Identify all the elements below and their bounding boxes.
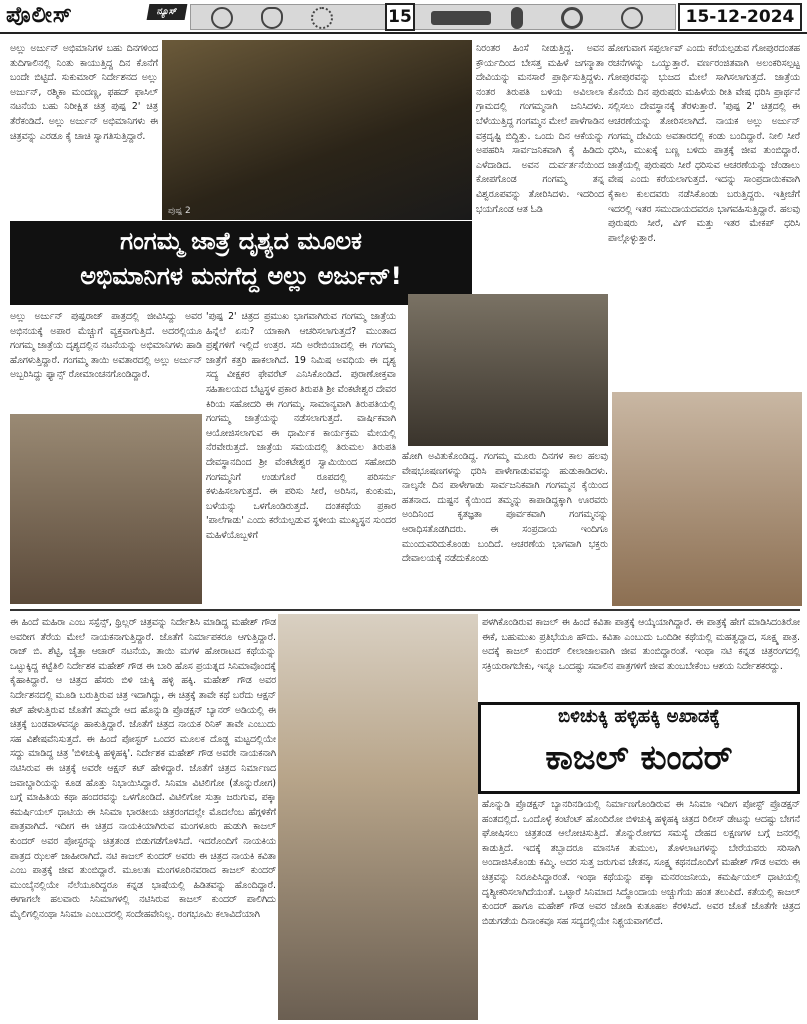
story1-col4: ಹೋಗುವಾಗ ಸಪ್ಪರ್ಲಾವ್ ಎಂದು ಕರೆಯಲ್ಪಡುವ ಗೋಪುರದಂತಹ ರಚನೆಗಳನ್ನು ಒಯ್ಯುತ್ತಾರೆ. ವರ್ಣರಂಜಿತವಾಗಿ ಅಲಂಕರಿಸಲ್ಪಟ್ಟ ಗೋಪುರವನ್ನು ಭುಜದ ಮೇಲೆ ಸಾಗಿಸಲಾಗುತ್ತದೆ. ಜಾತ್ರೆಯ ಕೊನೆಯ ದಿನ ಪುರುಷರು ಮಹಿಳೆಯ ರೀತಿ ವೇಷ ಧರಿಸಿ ಪ್ರಾರ್ಥನೆ ಸಲ್ಲಿಸಲು ದೇವಸ್ಥಾನಕ್ಕೆ ತೆರಳುತ್ತಾರೆ. 'ಪುಷ್ಪ 2' ಚಿತ್ರದಲ್ಲಿ ಈ ಆಚರಣೆಯನ್ನು ತೋರಿಸಲಾಗಿದೆ. ನಾಯಕ ಅಲ್ಲು ಅರ್ಜುನ್ ಗಂಗಮ್ಮ ದೇವಿಯ ಅವತಾರದಲ್ಲಿ ಕಂಡು ಬಂದಿದ್ದಾರೆ. ನೀಲಿ ಸೀರೆ ಧರಿಸಿ, ಮುಖಕ್ಕೆ ಬಣ್ಣ ಬಳಿದು ಪಾತ್ರಕ್ಕೆ ಜೀವ ತುಂಬಿದ್ದಾರೆ. ಜಾತ್ರೆಯಲ್ಲಿ ಪುರುಷರು ಸೀರೆ ಧರಿಸುವ ಆಚರಣೆಯನ್ನು ಜೆಂಡಾಲು ವೇಷ ಎಂದು ಕರೆಯಲಾಗುತ್ತದೆ. ಇದನ್ನು ಸಾಂಪ್ರದಾಯಿಕವಾಗಿ ಕೈಕಾಲ ಕುಲದವರು ನಡೆಸಿಕೊಂಡು ಬರುತ್ತಿದ್ದರು. ಇತ್ತೀಚೆಗೆ ಇದರಲ್ಲಿ ಇತರ ಸಮುದಾಯದವರೂ ಭಾಗವಹಿಸುತ್ತಿದ್ದಾರೆ. ಹಲವು ಪುರುಷರು ಸೀರೆ, ವಿಗ್ ಮತ್ತು ಇತರ ಮೇಕಪ್ ಧರಿಸಿ ಪಾಲ್ಗೊಳ್ಳುತ್ತಾರೆ. (608, 43, 800, 244)
page-number: 15 (385, 3, 415, 31)
story1-headline-line2: ಅಭಿಮಾನಿಗಳ ಮನಗೆದ್ದ ಅಲ್ಲು ಅರ್ಜುನ್! (80, 262, 402, 290)
handcuffs-icon (621, 7, 643, 29)
police-figure-icon (511, 7, 523, 29)
allu-arjun-rashmika-photo (10, 414, 202, 604)
story2-headline-line1: ಬಿಳಿಚುಕ್ಕಿ ಹಳ್ಳಿಹಕ್ಕಿ ಅಖಾಡಕ್ಕೆ (558, 706, 720, 727)
pistol-icon (431, 11, 491, 25)
gangamma-jathre-photo (408, 294, 608, 446)
story1-col3: ನಿರಂತರ ಹಿಂಸೆ ನೀಡುತ್ತಿದ್ದ. ಅವನ ಕ್ರೌರ್ಯದಿಂದ ಬೇಸತ್ತ ಮಹಿಳೆ ಜಗನ್ಮಾತಾ ದೇವಿಯನ್ನು ಮನಸಾರೆ ಪ್ರಾರ್ಥಿಸುತ್ತಿದ್ದಳು. ನಂತರ ತಿರುಪತಿ ಬಳಿಯ ಅವಿಲಾಲಾ ಗ್ರಾಮದಲ್ಲಿ ಗಂಗಮ್ಮನಾಗಿ ಜನಿಸಿದಳು. ಬೆಳೆಯುತ್ತಿದ್ದ ಗಂಗಮ್ಮನ ಮೇಲೆ ಪಾಳೆಗಾಡಿನ ವಕ್ರದೃಷ್ಟಿ ಬಿದ್ದಿತ್ತು. ಒಂದು ದಿನ ಆಕೆಯನ್ನು ಅಪಹರಿಸಿ ಸಾರ್ವಜನಿಕವಾಗಿ ಕೈ ಹಿಡಿದು ಎಳೆದಾಡಿದ. ಅವನ ದುರ್ವರ್ತನೆಯಿಂದ ಕೋಪಗೊಂಡ ಗಂಗಮ್ಮ ತನ್ನ ವಿಶ್ವರೂಪವನ್ನು ತೋರಿಸಿದಳು. ಇದರಿಂದ ಭಯಗೊಂಡ ಆತ ಓಡಿ (476, 43, 604, 215)
allu-arjun-throne-photo (162, 40, 472, 220)
masthead-icon-strip (190, 4, 676, 30)
story2-col2-bottom: ಹೊನ್ನುಡಿ ಪ್ರೊಡಕ್ಷನ್ ಬ್ಯಾನರಿನಡಿಯಲ್ಲಿ ನಿರ್ಮಾಣಗೊಂಡಿರುವ ಈ ಸಿನಿಮಾ ಇದೀಗ ಪೋಸ್ಟ್ ಪ್ರೊಡಕ್ಷನ್ ಹಂತದಲ್ಲಿದೆ. ಒಂದೊಳ್ಳೆ ಕಂಟೆಂಟ್ ಹೊಂದಿರೋ ಬಿಳಿಚುಕ್ಕಿ ಹಳ್ಳಿಹಕ್ಕಿ ಚಿತ್ರದ ರಿಲೀಸ್ ಡೇಟನ್ನು ಆದಷ್ಟು ಬೇಗನೆ ಘೋಷಿಸಲು ಚಿತ್ರತಂಡ ಆಲೋಚಿಸುತ್ತಿದೆ. ತೊನ್ನುರೋಗದ ಸಮಸ್ಯೆ ದೇಹದ ಲಕ್ಷಣಗಳ ಬಗ್ಗೆ ಜನರಲ್ಲಿ ಕಾಡುತ್ತಿದೆ. ಇದಕ್ಕೆ ತಬ್ಬಾದರೂ ಮಾನಸಿಕ ತುಮುಲ, ತೊಳಲಾಟಗಳನ್ನು ಬೇರೆಯವರು ಸರಿಸಾಗಿ ಅಂದಾಜಿಸಿಕೊಂಡು ಕಮ್ಮಿ. ಅದರ ಸುತ್ತ ಜರುಗುವ ಚೇತನ, ಸೂಕ್ಷ್ಮ ಕಥನದೊಂದಿಗೆ ಮಹೇಶ್ ಗೌಡ ಅವರು ಈ ಚಿತ್ರವನ್ನು ನಿರೂಪಿಸಿದ್ದಾರಂತೆ. ಇಂಥಾ ಕಥೆಯನ್ನು ಪಕ್ಕಾ ಮನರಂಜನೀಯ, ಕಮರ್ಷಿಯಲ್ ಧಾಟಿಯಲ್ಲಿ ದೃಶ್ಯೀಕರಿಸಲಾಗಿದೆಯಂತೆ. ಒಟ್ಟಾರೆ ಸಿನಿಮಾದ ಸಿದ್ಧೊಂದಾಯ ಅಚ್ಚುಗೆಯ ಹಂತ ತಲುಪಿದೆ. ಕತೆಯಲ್ಲಿ ಕಾಜಲ್ ಕುಂದರ್ ಹಾಗೂ ಮಹೇಶ್ ಗೌಡ ಅವರ ಜೋಡಿ ಕುತೂಹಲ ಕೆರಳಿಸಿದೆ. ಅವರ ಜೊತೆ ಜೊತೆಗೇ ಚಿತ್ರದ ಬಿಡುಗಡೆಯ ದಿನಾಂಕವೂ ಸಹ ಸದ್ಯದಲ್ಲಿಯೇ ನಿಶ್ಚಯವಾಗಲಿದೆ. (482, 799, 800, 927)
photo-caption: ಪುಷ್ಪ 2 (168, 206, 191, 216)
story1-col3-bottom: ಹೋಗಿ ಅವಿತುಕೊಂಡಿದ್ದ. ಗಂಗಮ್ಮ ಮೂರು ದಿನಗಳ ಕಾಲ ಹಲವು ವೇಷಭೂಷಣಗಳನ್ನು ಧರಿಸಿ ಪಾಳೇಗಾಡುವವನ್ನು ಹುಡುಕಾಡಿದಳು. ನಾಲ್ಕನೇ ದಿನ ಪಾಳೇಗಾಡು ಸಾರ್ವಜನಿಕವಾಗಿ ಗಂಗಮ್ಮನ ಕೈಯಿಂದ ಹತನಾದ. ದುಷ್ಟನ ಕೈಯಿಂದ ತಮ್ಮನ್ನು ಕಾಪಾಡಿದ್ದಕ್ಕಾಗಿ ಊರವರು ಅಂದಿನಿಂದ ಕೃತಜ್ಞತಾ ಪೂರ್ವಕವಾಗಿ ಗಂಗಮ್ಮನನ್ನು ಆರಾಧಿಸತೊಡಗಿದರು. ಈ ಸಂಪ್ರದಾಯ ಇಂದಿಗೂ ಮುಂದುವರಿದುಕೊಂಡು ಬಂದಿದೆ. ಆಚರಣೆಯ ಭಾಗವಾಗಿ ಭಕ್ತರು ದೇವಾಲಯಕ್ಕೆ ನಡೆದುಕೊಂಡು (402, 451, 608, 565)
footprint-icon (261, 7, 283, 29)
sreeleela-dance-photo (612, 392, 802, 606)
fingerprint-icon (311, 7, 333, 29)
kajal-kundar-photo (278, 614, 478, 1020)
magnifier-icon (211, 7, 233, 29)
story1-headline-line1: ಗಂಗಮ್ಮ ಜಾತ್ರೆ ದೃಶ್ಯದ ಮೂಲಕ (120, 227, 362, 255)
issue-date: 15-12-2024 (678, 3, 802, 31)
story1-col1-top: ಅಲ್ಲು ಅರ್ಜುನ್ ಅಭಿಮಾನಿಗಳ ಬಹು ದಿನಗಳಿಂದ ತುದಿಗಾಲಿನಲ್ಲಿ ನಿಂತು ಕಾಯುತ್ತಿದ್ದ ದಿನ ಕೊನೆಗೆ ಬಂದೇ ಬಿಟ್ಟಿದೆ. ಸುಕುಮಾರ್ ನಿರ್ದೇಶನದ ಅಲ್ಲು ಅರ್ಜುನ್, ರಶ್ಮಿಕಾ ಮಂದಣ್ಣ, ಫಹದ್ ಫಾಸಿಲ್ ನಟನೆಯ ಬಹು ನಿರೀಕ್ಷಿತ ಚಿತ್ರ ಪುಷ್ಪ 2' ಚಿತ್ರ ತೆರೆಕಂಡಿದೆ. ಅಲ್ಲು ಅರ್ಜುನ್ ಅಭಿಮಾನಿಗಳು ಈ ಚಿತ್ರವನ್ನು ಎರಡೂ ಕೈ ಚಾಚಿ ಸ್ವಾಗತಿಸುತ್ತಿದ್ದಾರೆ. (10, 43, 158, 142)
target-icon (561, 7, 583, 29)
story1-col1-bottom: ಅಲ್ಲು ಅರ್ಜುನ್ ಪುಷ್ಪರಾಜ್ ಪಾತ್ರದಲ್ಲಿ ಜೀವಿಸಿದ್ದು ಅವರ ಅಭಿನಯಕ್ಕೆ ಅಪಾರ ಮೆಚ್ಚುಗೆ ವ್ಯಕ್ತವಾಗುತ್ತಿದೆ. ಅದರಲ್ಲಿಯೂ ಗಂಗಮ್ಮ ಜಾತ್ರೆಯ ದೃಶ್ಯದಲ್ಲಿನ ನಟನೆಯನ್ನು ಅಭಿಮಾನಿಗಳು ಹಾಡಿ ಹೊಗಳುತ್ತಿದ್ದಾರೆ. ಗಂಗಮ್ಮ ತಾಯಿ ಅವತಾರದಲ್ಲಿ ಅಲ್ಲು ಅರ್ಜುನ್ ಅಬ್ಬರಿಸಿದ್ದು ಫ್ಯಾನ್ಸ್ ರೋಮಾಂಚನಗೊಂಡಿದ್ದಾರೆ. (10, 311, 202, 381)
story2-headline-line2: ಕಾಜಲ್ ಕುಂದರ್ (545, 738, 733, 778)
newspaper-brand: ಪೊಲೀಸ್ (6, 3, 73, 28)
story2-col2-top: ಪಳಗಿಕೊಂಡಿರುವ ಕಾಜಲ್ ಈ ಹಿಂದೆ ಕವಿತಾ ಪಾತ್ರಕ್ಕೆ ಆಯ್ಕೆಯಾಗಿದ್ದಾರೆ. ಈ ಪಾತ್ರಕ್ಕೆ ಹೇಗೆ ಮಾಡಿಸಿದಂತಿರೋ ಈಕೆ, ಬಹುಮುಖ ಪ್ರತಿಭೆಯೂ ಹೌದು. ಕವಿತಾ ಎಂಬುದು ಒಂದಿಡೀ ಕಥೆಯಲ್ಲಿ ಮಹತ್ವದ್ದಾದ, ಸೂಕ್ಷ್ಮ ಪಾತ್ರ. ಅದಕ್ಕೆ ಕಾಜಲ್ ಕುಂದರ್ ಲೀಲಾಜಾಲವಾಗಿ ಜೀವ ತುಂಬಿದ್ದಾರಂತೆ. ಇಂಥಾ ನಟಿ ಕನ್ನಡ ಚಿತ್ರರಂಗದಲ್ಲಿ ಸಕ್ರಿಯರಾಗಬೇಕು, ಇನ್ನೂ ಒಂದಷ್ಟು ಸವಾಲಿನ ಪಾತ್ರಗಳಿಗೆ ಜೀವ ತುಂಬಬೇಕೆಂಬ ಆಶಯ ನಿರ್ದೇಶಕರದ್ದು. (482, 617, 800, 672)
story2-col1: ಈ ಹಿಂದೆ ಮಹಿರಾ ಎಂಬ ಸಸ್ಪೆನ್ಸ್, ಥ್ರಿಲ್ಲರ್ ಚಿತ್ರವನ್ನು ನಿರ್ದೇಶಿಸಿ ಮಾಡಿದ್ದ ಮಹೇಶ್ ಗೌಡ ಅವರೀಗ ತೆರೆಯ ಮೇಲೆ ನಾಯಕನಾಗುತ್ತಿದ್ದಾರೆ. ಜೊತೆಗೆ ನಿರ್ಮಾಪಕರೂ ಆಗುತ್ತಿದ್ದಾರೆ. ರಾಜ್ ಬಿ. ಶೆಟ್ಟಿ, ಚೈತ್ರಾ ಆಚಾರ್ ನಟನೆಯ, ತಾಯಿ ಮಗಳ ಹೋರಾಟದ ಕಥೆಯನ್ನು ಒಟ್ಟುಕ್ಕಿದ್ದ ಕಟ್ಟೆತಿಲಿ ನಿರ್ದೇಶಕ ಮಹೇಶ್ ಗೌಡ ಈ ಬಾರಿ ಹೊಸ ಪ್ರಯತ್ನದ ಸಿನಿಮಾವೊಂದಕ್ಕೆ ಕೈಹಾಕಿದ್ದಾರೆ. ಆ ಚಿತ್ರದ ಹೆಸರು ಬಿಳಿ ಚುಕ್ಕಿ ಹಳ್ಳಿ ಹಕ್ಕಿ. ಮಹೇಶ್ ಗೌಡ ಅವರ ನಿರ್ದೇಶನದಲ್ಲಿ ಮೂಡಿ ಬರುತ್ತಿರುವ ಚಿತ್ರ ಇದಾಗಿದ್ದು, ಈ ಚಿತ್ರಕ್ಕೆ ತಾವೇ ಕಥೆ ಬರೆದು ಆಕ್ಷನ್ ಕಟ್ ಹೇಳುತ್ತಿರುವ ಜೊತೆಗೆ ತಮ್ಮದೇ ಆದ ಹೊನ್ನುಡಿ ಪ್ರೊಡಕ್ಷನ್ ಬ್ಯಾನರ್ ಅಡಿಯಲ್ಲಿ ಈ ಚಿತ್ರಕ್ಕೆ ಬಂಡವಾಳವನ್ನೂ ಹಾಕುತ್ತಿದ್ದಾರೆ. ಜೊತೆಗೆ ಚಿತ್ರದ ನಾಯಕ ರಿನಿಕ್ ತಾವೇ ಎಂಬುದು ಸಹ ವಿಶೇಷವೆನಿಸುತ್ತದೆ. ಈ ಹಿಂದೆ ಪೋಸ್ಟರ್ ಒಂದರ ಮೂಲಕ ದೊಡ್ಡ ಮಟ್ಟದಲ್ಲಿಯೇ ಸದ್ದು ಮಾಡಿದ್ದ ಚಿತ್ರ 'ಬಿಳಿಚುಕ್ಕಿ ಹಳ್ಳಿಹಕ್ಕಿ'. ನಿರ್ದೇಶಕ ಮಹೇಶ್ ಗೌಡ ಅವರೇ ನಾಯಕನಾಗಿ ನಟಿಸಿರುವ ಈ ಚಿತ್ರಕ್ಕೆ ಅವರೇ ಆಕ್ಷನ್ ಕಟ್ ಹೇಳಿದ್ದಾರೆ. ಜೊತೆಗೆ ಚಿತ್ರದ ನಿರ್ಮಾಣದ ಜವಾಬ್ದಾರಿಯನ್ನು ಕೂಡ ಹೊತ್ತು ನಿಭಾಯಿಸಿದ್ದಾರೆ. ಸಿನಿಮಾ ವಿಟಿಲಿಗೋ (ತೊನ್ನುರೋಗ) ಬಗ್ಗೆ ಮಾಹಿತಿಯ ಕಥಾ ಹಂದರವನ್ನು ಒಳಗೊಂಡಿದೆ. ವಿಟಿಲಿಗೋ ಸುತ್ತಾ ಜರುಗುವ, ಪಕ್ಕಾ ಕಮರ್ಷಿಯಲ್ ಧಾಟಿಯ ಈ ಸಿನಿಮಾ ಭಾರತೀಯ ಚಿತ್ರರಂಗದಲ್ಲೇ ಮೊದಲೆಂಬ ಹೆಗ್ಗಳಿಕೆಗೆ ಪಾತ್ರವಾಗಿದೆ. ಇದೀಗ ಈ ಚಿತ್ರದ ನಾಯಕಿಯಾಗಿರುವ ಮಂಗಳೂರು ಹುಡುಗಿ ಕಾಜಲ್ ಕುಂದರ್ ಅವರ ಪೋಸ್ಟರನ್ನು ಚಿತ್ರತಂಡ ಬಿಡುಗಡೆಗೊಳಿಸಿದೆ. ಇದರೊಂದಿಗೆ ನಾಯಕಿಯ ಪಾತ್ರದ ಝಲಕ್ ಜಾಹೀರಾಗಿದೆ. ನಟಿ ಕಾಜಲ್ ಕುಂದರ್ ಅವರು ಈ ಚಿತ್ರದ ನಾಯಕಿ ಕವಿತಾ ಎಂಬ ಪಾತ್ರಕ್ಕೆ ಜೀವ ತುಂಬಿದ್ದಾರೆ. ಮೂಲತಃ ಮಂಗಳೂರಿನವರಾದ ಕಾಜಲ್ ಕುಂದರ್ ಮುಂಬೈನಲ್ಲಿಯೇ ನೆಲೆಯೂರಿದ್ದರೂ ಕನ್ನಡ ಭಾಷೆಯಲ್ಲಿ ಹಿಡಿತವನ್ನು ಹೊಂದಿದ್ದಾರೆ. ಈಗಾಗಲೇ ಹಲವಾರು ಸಿನಿಮಾಗಳಲ್ಲಿ ನಟಿಸಿರುವ ಕಾಜಲ್ ಕುಂದರ್ ಪಾಲಿಗಿದು ಮೈಲಿಗಲ್ಲಿನಂಥಾ ಸಿನಿಮಾ ಎಂಬುದರಲ್ಲಿ ಸಂದೇಹವೇನಿಲ್ಲ. ರಂಗಭೂಮಿ ಕಲಾವಿದೆಯಾಗಿ (10, 617, 276, 920)
story1-col2: 'ಪುಷ್ಪ 2' ಚಿತ್ರದ ಪ್ರಮುಖ ಭಾಗವಾಗಿರುವ ಗಂಗಮ್ಮ ಜಾತ್ರೆಯ ಹಿನ್ನೆಲೆ ಏನು? ಯಾಕಾಗಿ ಆಚರಿಸಲಾಗುತ್ತದೆ? ಮುಂತಾದ ಪ್ರಶ್ನೆಗಳಿಗೆ ಇಲ್ಲಿದೆ ಉತ್ತರ. ಸದಿ ಅರೇಬಿಯಾದಲ್ಲಿ ಈ ಗಂಗಮ್ಮ ಜಾತ್ರೆಗೆ ಕತ್ತರಿ ಹಾಕಲಾಗಿದೆ. 19 ನಿಮಿಷ ಅವಧಿಯ ಈ ದೃಶ್ಯ ಸದ್ಯ ವೀಕ್ಷಕರ ಫೇವರೆಟ್ ಎನಿಸಿಕೊಂಡಿದೆ. ಪುರಾಣೋಕ್ತವಾ ಸಹಿತಾಲಯದ ಬೆಟ್ಟಸ್ಥಳ ಪ್ರಕಾರ ತಿರುಪತಿ ಶ್ರೀ ವೆಂಕಟೇಶ್ವರ ದೇವರ ಕಿರಿಯ ಸಹೋದರಿ ಈ ಗಂಗಮ್ಮ. ಸಾಮಾನ್ಯವಾಗಿ ತಿರುಪತಿಯಲ್ಲಿ ಗಂಗಮ್ಮ ಜಾತ್ರೆಯನ್ನು ನಡೆಸಲಾಗುತ್ತದೆ. ವಾರ್ಷಿಕವಾಗಿ ಆಯೋಜಿಸಲಾಗುವ ಈ ಧಾರ್ಮಿಕ ಕಾರ್ಯಕ್ರಮ ಮೇಯಲ್ಲಿ ನೆರವೇರುತ್ತದೆ. ಜಾತ್ರೆಯ ಸಮಯದಲ್ಲಿ ತಿರುಮಲ ತಿರುಪತಿ ದೇವಸ್ಥಾನದಿಂದ ಶ್ರೀ ವೆಂಕಟೇಶ್ವರ ಸ್ವಾಮಿಯಿಂದ ಸಹೋದರಿ ಗಂಗಮ್ಮನಿಗೆ ಉಡುಗೊರೆ ರೂಪದಲ್ಲಿ ಪರಿಸರ್ನು ಕಳುಹಿಸಲಾಗುತ್ತದೆ. ಈ ಪರಿಸು ಸೀರೆ, ಅರಿಸಿನ, ಕುಂಕುಮ, ಬಳೆಯನ್ನು ಒಳಗೊಂಡಿರುತ್ತದೆ. ದಂತಕಥೆಯ ಪ್ರಕಾರ 'ಪಾಲೆಗಾಡು' ಎಂದು ಕರೆಯಲ್ಪಡುವ ಸ್ಥಳೀಯ ಮುಖ್ಯಸ್ಥನ ಸುಂದರ ಮಹಿಳೆಯೊಬ್ಬಳಿಗೆ (206, 311, 396, 541)
section-divider (10, 609, 800, 611)
newspaper-brand-sub: ನ್ಯೂಸ್ (147, 4, 188, 20)
